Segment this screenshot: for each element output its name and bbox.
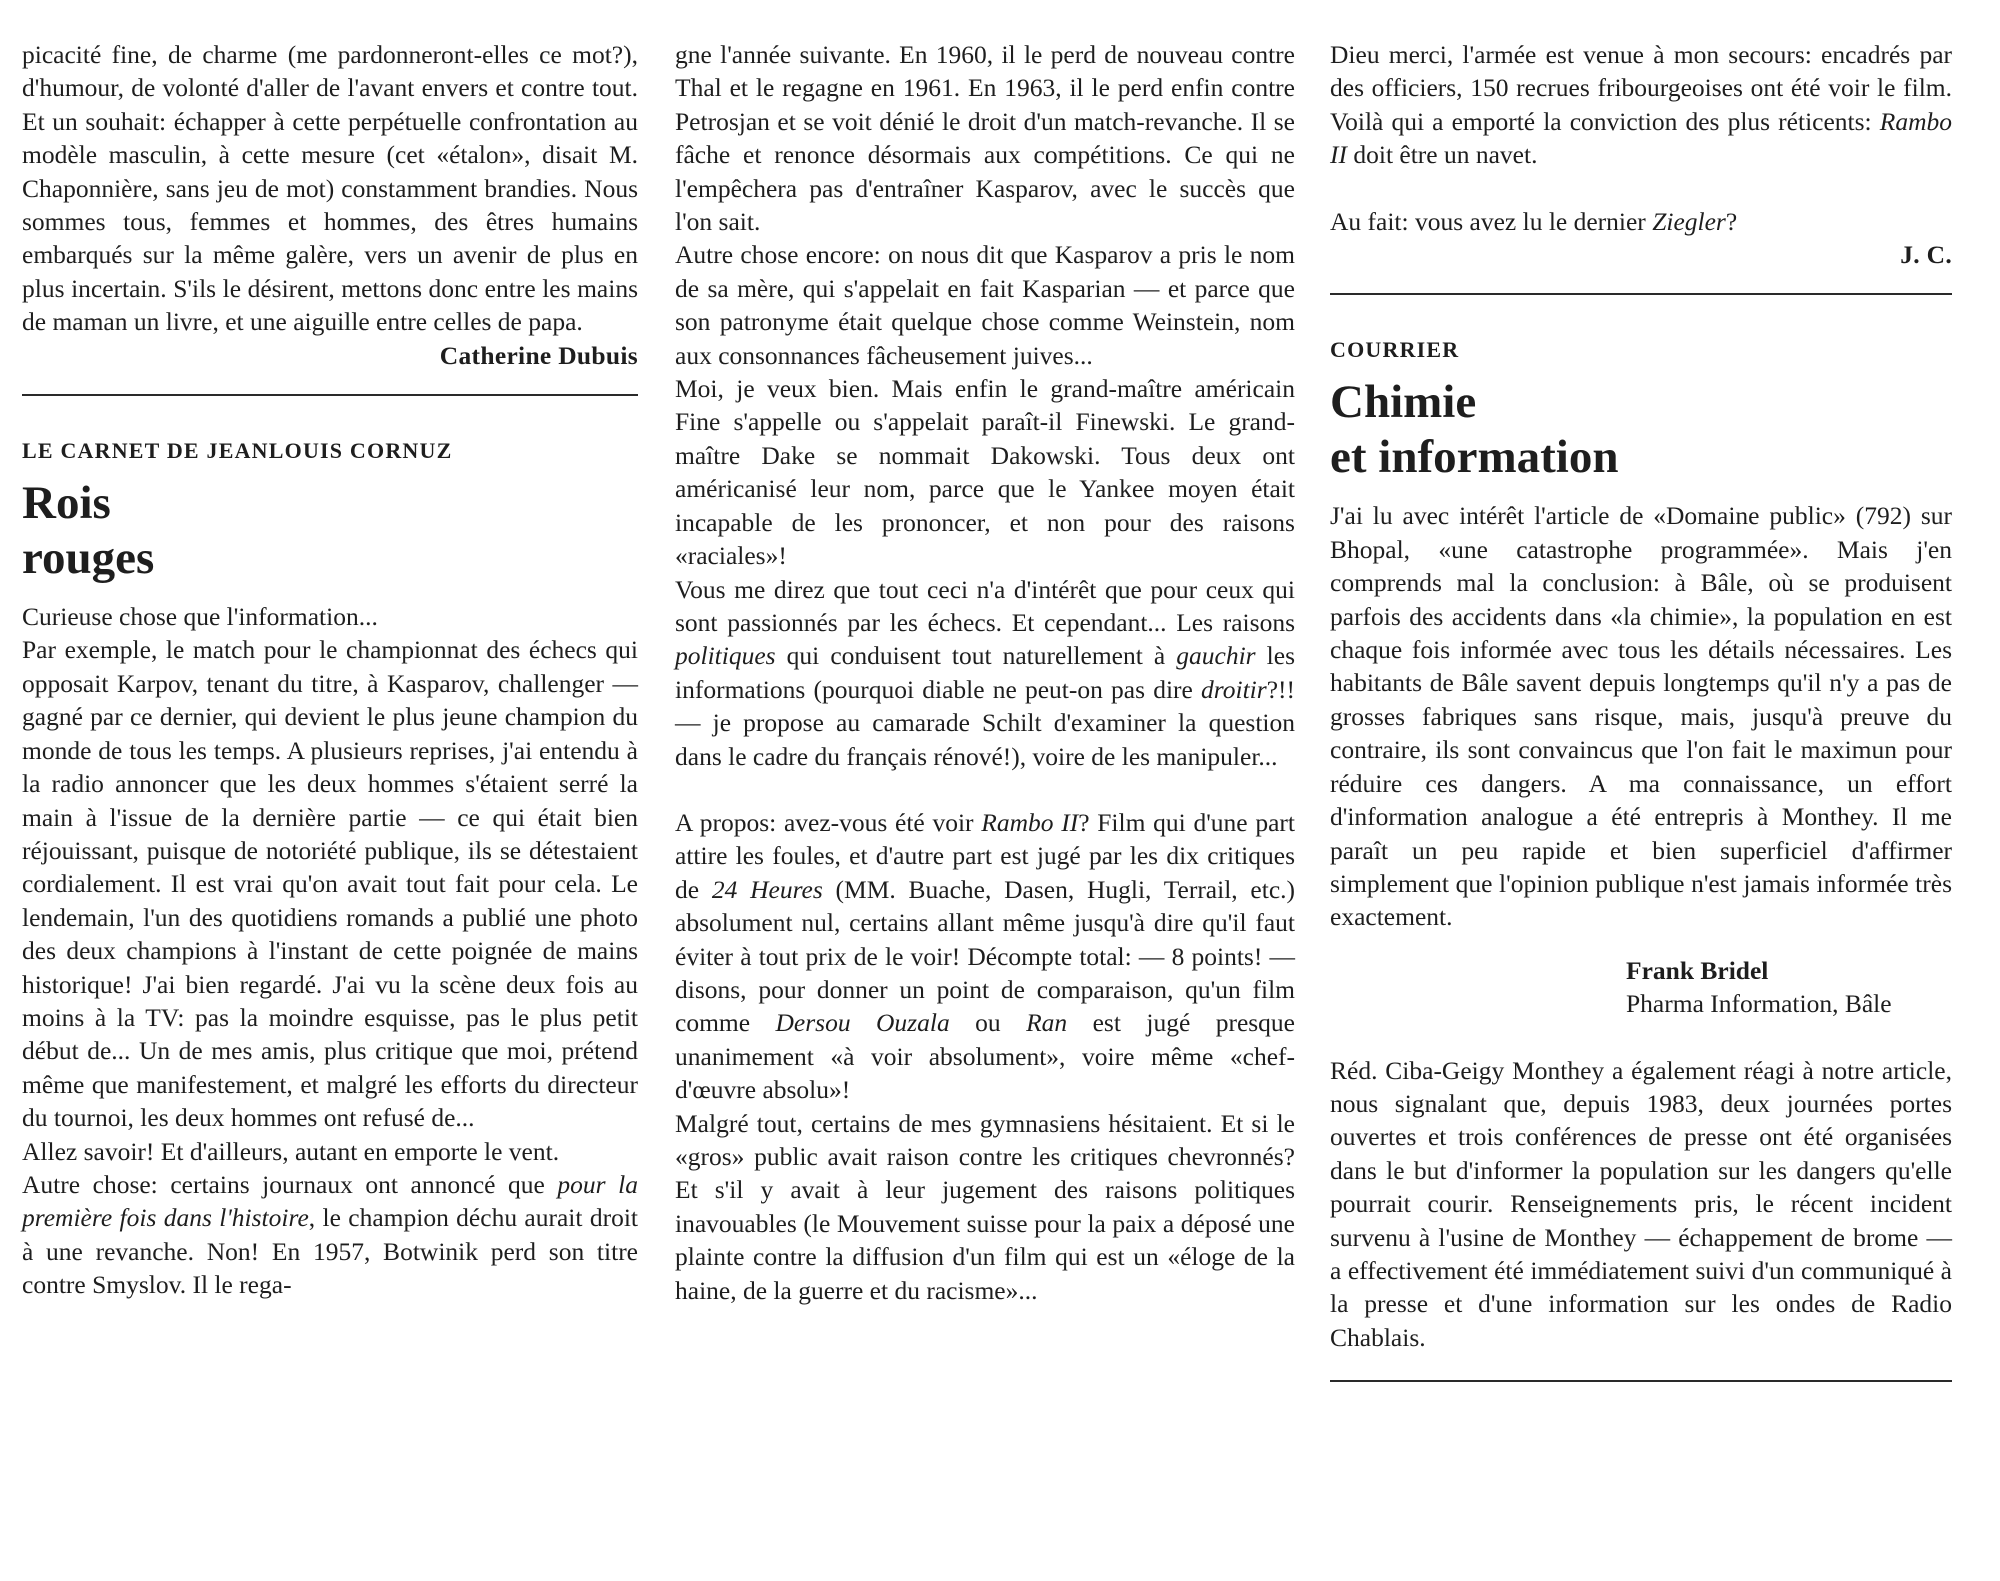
- paragraph: Par exemple, le match pour le championnat des échecs qui opposait Karpov, tenant du titre, à Kasparov, challenger — gagné par ce dernier, qui devient le plus jeune champion du monde de tous les temps. A plusieurs reprises, j'ai entendu à la radio annoncer que les deux hommes s'étaient serré la main à l'issue de la dernière partie — ce qui était bien réjouissant, puisque de notoriété publique, ils se détestaient cordialement. Il est vrai qu'on avait tout fait pour cela. Le lendemain, l'un des quotidiens romands a publié une photo des deux champions à l'instant de cette poignée de mains historique! J'ai bien regardé. J'ai vu la scène deux fois au moins à la TV: pas la moindre esquisse, pas le plus petit début de... Un de mes amis, plus critique que moi, prétend même que manifestement, et malgré les efforts du directeur du tournoi, les deux hommes ont refusé de...: [22, 635, 638, 1133]
- paragraph: J'ai lu avec intérêt l'article de «Domaine public» (792) sur Bhopal, «une catastrophe programmée». Mais j'en comprends mal la conclusion: à Bâle, où se produisent parfois des accidents dans «la chimie», la population en est chaque fois informée avec tous les détails nécessaires. Les habitants de Bâle savent depuis longtemps qu'il n'y a pas de grosses fabriques sans risque, mais, jusqu'à preuve du contraire, ils sont convaincus que l'on fait le maximun pour réduire ces dangers. A ma connaissance, un effort d'information analogue a été entrepris à Monthey. Il me paraît un peu rapide et bien superficiel d'affirmer simplement que l'opinion publique n'est jamais informée très exactement.: [1330, 501, 1952, 932]
- text-run: ?!! — je propose au camarade Schilt d'examiner la question dans le cadre du français rénové!), voire de les manipuler...: [675, 674, 1295, 771]
- paragraph: Curieuse chose que l'information...: [22, 602, 378, 632]
- headline-line: rouges: [22, 532, 155, 585]
- text-run: (MM. Buache, Dasen, Hugli, Terrail, etc.) absolument nul, certains allant même jusqu'à dire qu'il faut éviter à tout prix de le voir! Décompte total: — 8 points! — disons, pour donner un point de comparaison, qu'un film comme: [675, 874, 1296, 1038]
- text-run: Autre chose: certains journaux ont annoncé que: [22, 1169, 558, 1199]
- column-right: [1330, 38, 1952, 1382]
- italic-text: politiques: [675, 641, 776, 671]
- paragraph: Malgré tout, certains de mes gymnasiens hésitaient. Et si le «gros» public avait raison contre les critiques chevronnés? Et s'il y avait à leur jugement des raisons politiques inavouables (le Mouvement suisse pour la paix a déposé une plainte contre la diffusion d'un film qui est un «éloge de la haine, de la guerre et du racisme»...: [675, 1108, 1295, 1305]
- text-run: ?: [1725, 206, 1738, 236]
- paragraph: Réd. Ciba-Geigy Monthey a également réagi à notre article, nous signalant que, depuis 1983, deux journées portes ouvertes et trois conférences de presse ont été organisées dans le but d'informer la population sur les dangers qu'elle pourrait courir. Renseignements pris, le récent incident survenu à l'usine de Monthey — échappement de brome — a effectivement été immédiatement suivi d'un communiqué à la presse et d'une information sur les ondes de Radio Chablais.: [1330, 1055, 1952, 1352]
- text-run: ? Film qui d'une part attire les foules, et d'autre part est jugé par les dix critiques de: [675, 807, 1295, 904]
- italic-text: Rambo II: [981, 807, 1079, 837]
- italic-text: Ran: [1026, 1008, 1068, 1038]
- column-middle: [675, 38, 1295, 1307]
- text-run: Vous me direz que tout ceci n'a d'intérêt que pour ceux qui sont passionnés par les échecs. Et cependant... Les raisons: [675, 574, 1295, 637]
- text-run: qui conduisent tout naturellement à: [775, 641, 1177, 671]
- italic-text: Rambo II: [1330, 106, 1952, 170]
- paragraph: picacité fine, de charme (me pardonneront-elles ce mot?), d'humour, de volonté d'aller de l'avant envers et contre tout. Et un souhait: échapper à cette perpétuelle confrontation au modèle masculin, à cette mesure (cet «étalon», disait M. Chaponnière, sans jeu de mot) constamment brandies. Nous sommes tous, femmes et hommes, des êtres humains embarqués sur la même galère, vers un avenir de plus en plus incertain. S'ils le désirent, mettons donc entre les mains de maman un livre, et une aiguille entre celles de papa.: [22, 40, 638, 337]
- article-headline: [1330, 375, 1952, 485]
- spacer: [1330, 934, 1952, 954]
- italic-text: Ziegler: [1652, 206, 1726, 236]
- text-run: Au fait: vous avez lu le dernier: [1330, 206, 1653, 236]
- paragraph: Allez savoir! Et d'ailleurs, autant en emporte le vent.: [22, 1136, 560, 1166]
- author-signature: Catherine Dubuis: [439, 340, 638, 370]
- headline-line: Rois: [22, 477, 111, 530]
- paragraph: [675, 573, 1295, 773]
- spacer: [675, 773, 1295, 806]
- text-run: ou: [949, 1008, 1027, 1038]
- headline-line: et information: [1330, 431, 1619, 484]
- paragraph: [22, 1168, 638, 1302]
- italic-text: droitir: [1201, 674, 1267, 704]
- section-kicker: LE CARNET DE JEANLOUIS CORNUZ: [22, 438, 453, 464]
- text-run: doit être un navet.: [1346, 140, 1538, 170]
- paragraph: [1330, 38, 1952, 172]
- section-divider: [22, 394, 638, 396]
- article-headline: [22, 476, 638, 586]
- text-run: A propos: avez-vous été voir: [675, 807, 982, 837]
- text-run: les informations (pourquoi diable ne peut-on pas dire: [675, 641, 1295, 704]
- section-divider: [1330, 293, 1952, 295]
- italic-text: Dersou Ouzala: [775, 1008, 950, 1038]
- italic-text: 24 Heures: [711, 874, 823, 904]
- spacer: [1330, 172, 1952, 205]
- text-run: , le champion déchu aurait droit à une revanche. Non! En 1957, Botwinik perd son titre contre Smyslov. Il le rega-: [22, 1203, 638, 1300]
- italic-text: gauchir: [1176, 641, 1256, 671]
- author-name: Frank Bridel: [1626, 955, 1769, 985]
- italic-text: pour la première fois dans l'histoire: [22, 1169, 638, 1233]
- column-left: [22, 38, 638, 1302]
- text-run: est jugé presque unanimement «à voir absolument», voire même «chef-d'œuvre absolu»!: [675, 1008, 1295, 1105]
- spacer: [1330, 1021, 1952, 1054]
- author-signature: J. C.: [1900, 240, 1952, 270]
- text-run: Dieu merci, l'armée est venue à mon secours: encadrés par des officiers, 150 recrues fribourgeoises ont été voir le film. Voilà qui a emporté la conviction des plus réticents:: [1330, 40, 1952, 136]
- headline-line: Chimie: [1330, 376, 1477, 429]
- section-divider: [1330, 1380, 1952, 1382]
- author-organization: Pharma Information, Bâle: [1626, 989, 1892, 1019]
- paragraph: Autre chose encore: on nous dit que Kasparov a pris le nom de sa mère, qui s'appelait en fait Kasparian — et parce que son patronyme était quelque chose comme Weinstein, nom aux consonnances fâcheusement juives...: [675, 240, 1295, 370]
- section-kicker: COURRIER: [1330, 337, 1460, 363]
- paragraph: gne l'année suivante. En 1960, il le perd de nouveau contre Thal et le regagne en 1961. En 1963, il le perd enfin contre Petrosjan et se voit dénié le droit d'un match-revanche. Il se fâche et renonce désormais aux compétitions. Ce qui ne l'empêchera pas d'entraîner Kasparov, avec le succès que l'on sait.: [675, 40, 1295, 237]
- paragraph: [675, 806, 1295, 1107]
- paragraph: Moi, je veux bien. Mais enfin le grand-maître américain Fine s'appelle ou s'appelait paraît-il Finewski. Le grand-maître Dake se nommait Dakowski. Tous deux ont américanisé leur nom, parce que le Yankee moyen était incapable de les prononcer, et non pour des raisons «raciales»!: [675, 374, 1295, 571]
- paragraph: [1330, 205, 1952, 238]
